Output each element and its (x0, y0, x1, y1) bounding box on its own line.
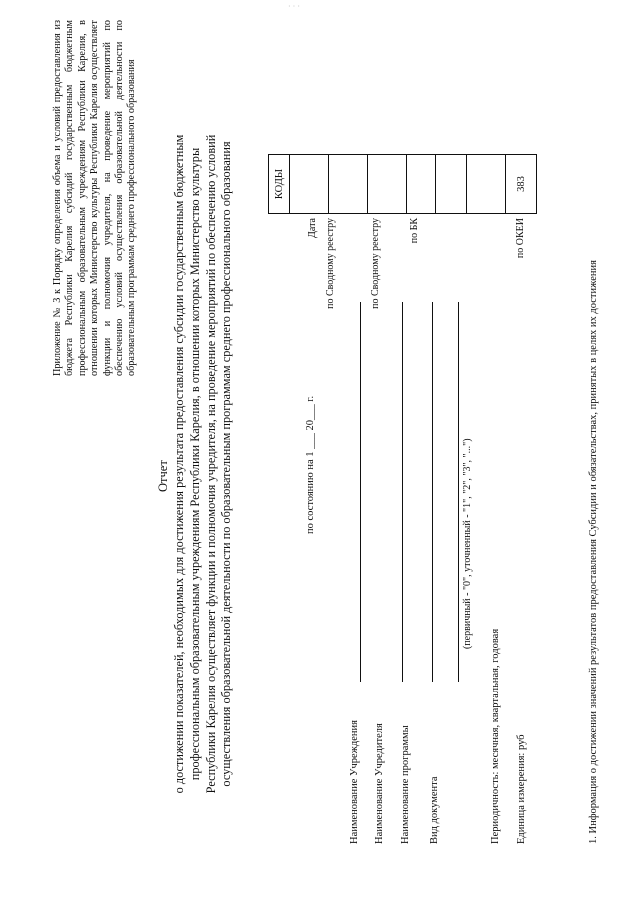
appendix-line: образовательным программам среднего профессионального образования (126, 59, 138, 376)
founder-field-line (402, 302, 403, 682)
appendix-line: бюджета Республики Карелия субсидий государственным бюджетным (64, 20, 76, 376)
program-field-line (432, 302, 433, 682)
subtitle-line: осуществления образовательной деятельности по образовательным программам среднего профессионального образования (219, 141, 234, 787)
periodicity-label: Периодичность: месячная, квартальная, годовая (490, 628, 501, 844)
subtitle-line: о достижении показателей, необходимых для достижения результата предоставления субсидии государственным бюджетным (172, 134, 186, 794)
doc-type-code-cell[interactable] (436, 155, 467, 214)
codes-header: КОДЫ (269, 155, 290, 214)
scan-mark: · · · (288, 2, 300, 11)
okei-code-label: по ОКЕИ (515, 218, 526, 259)
registry1-code-cell[interactable] (329, 155, 368, 214)
appendix-line: Приложение № 3 к Порядку определения объема и условий предоставления из (52, 20, 63, 376)
bk-code-cell[interactable] (407, 155, 436, 214)
program-label: Наименование программы (400, 725, 411, 844)
subtitle-line: профессиональным образовательным учреждениям Республики Карелия, в отношении которых Министерство культуры (187, 147, 202, 781)
appendix-line: обеспечению условий осуществления образовательной деятельности по (114, 20, 126, 376)
appendix-line: функции и полномочия учредителя, на проведение мероприятий по (101, 20, 113, 376)
institution-label: Наименование Учреждения (349, 720, 360, 844)
doc-type-hint: (первичный - "0", уточненный - "1", "2", "3", "...") (462, 438, 473, 649)
report-title: Отчет (156, 460, 170, 492)
doc-type-label: Вид документа (429, 776, 440, 844)
appendix-line: профессиональным образовательным учреждениям Республики Карелия, в (76, 20, 88, 376)
doc-type-field-line (458, 302, 459, 682)
appendix-line: отношении которых Министерство культуры Республики Карелия осуществляет (89, 20, 101, 376)
registry2-code-cell[interactable] (368, 155, 407, 214)
report-subtitle (172, 124, 235, 804)
founder-label: Наименование Учредителя (374, 723, 385, 844)
institution-field-line (360, 302, 361, 682)
date-code-label: Дата (307, 218, 318, 238)
unit-label: Единица измерения: руб (516, 734, 527, 844)
date-code-cell[interactable] (290, 155, 329, 214)
registry1-code-label: по Сводному реестру (325, 218, 336, 309)
okei-code-cell: 383 (506, 155, 537, 214)
periodicity-code-cell[interactable] (467, 155, 506, 214)
codes-table (268, 154, 537, 214)
appendix-text (52, 20, 139, 376)
bk-code-label: по БК (409, 218, 420, 244)
as-of-date: по состоянию на 1 ___ 20___ г. (305, 395, 316, 534)
registry2-code-label: по Сводному реестру (370, 218, 381, 309)
subtitle-line: Республики Карелия осуществляет функции и полномочия учредителя, на проведение мероприятий по обеспечению условий (203, 134, 218, 794)
section1-heading: 1. Информация о достижении значений результатов предоставления Субсидии и обязательствах, принятых в целях их достижения (588, 260, 599, 844)
